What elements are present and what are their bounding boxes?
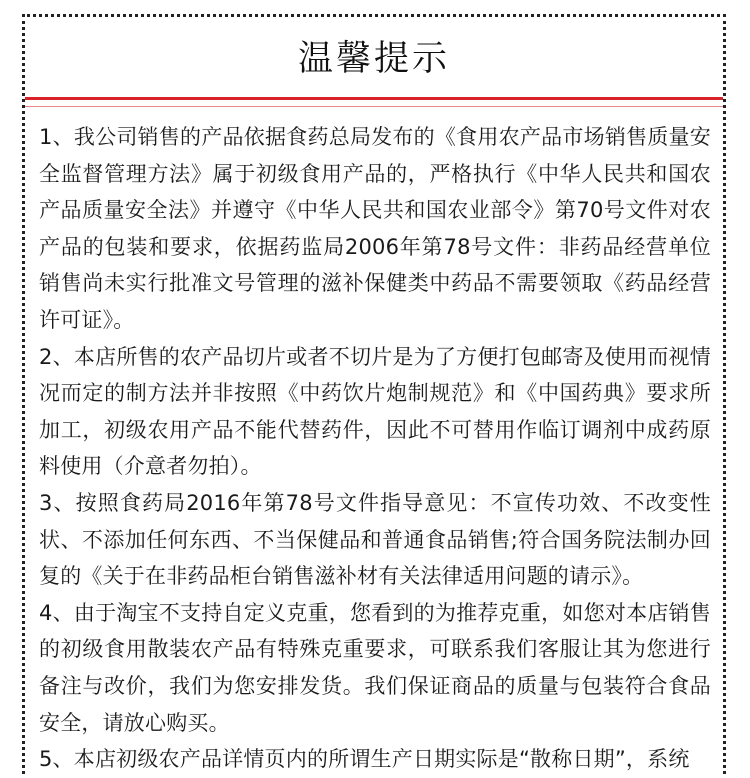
notice-paragraph-3: 3、按照食药局2016年第78号文件指导意见：不宣传功效、不改变性状、不添加任何东西、不当保健品和普通食品销售;符合国务院法制办回复的《关于在非药品柜台销售滋补材有关法律适用问题的请示》。: [39, 490, 711, 589]
notice-paragraph-4: 4、由于淘宝不支持自定义克重，您看到的为推荐克重，如您对本店销售的初级食用散装农产品有特殊克重要求，可联系我们客服让其为您进行备注与改价，我们为您安排发货。我们保证商品的质量与包装符合食品安全，请放心购买。: [39, 600, 711, 735]
notice-frame: [22, 14, 726, 774]
notice-content: [39, 119, 711, 778]
notice-paragraph-5: 5、本店初级农产品详情页内的所谓生产日期实际是“散称日期”，系统: [39, 747, 690, 772]
title-divider-thin: [25, 106, 723, 107]
title-divider: [25, 97, 723, 100]
notice-paragraph-2: 2、本店所售的农产品切片或者不切片是为了方便打包邮寄及使用而视情况而定的制方法并非按照《中药饮片炮制规范》和《中国药典》要求所加工，初级农用产品不能代替药件，因此不可替用作临订调剂中成药原料使用（介意者勿拍）。: [39, 344, 711, 479]
title-bar: [25, 17, 723, 95]
notice-paragraph-1: 1、我公司销售的产品依据食药总局发布的《食用农产品市场销售质量安全监督管理方法》属于初级食用产品的，严格执行《中华人民共和国农产品质量安全法》并遵守《中华人民共和国农业部令》第70号文件对农产品的包装和要求，依据药监局2006年第78号文件：非药品经营单位销售尚未实行批准文号管理的滋补保健类中药品不需要领取《药品经营许可证》。: [39, 125, 711, 332]
page-title: 温馨提示: [297, 39, 450, 79]
